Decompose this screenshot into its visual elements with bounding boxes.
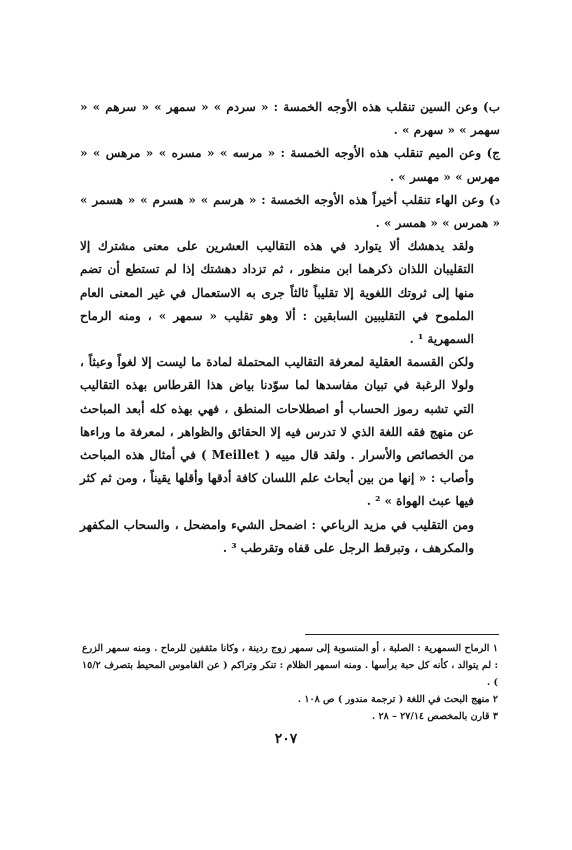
footnote-1: ١ الرماح السمهرية : الصلبة ، أو المنسوبة إلى سمهر زوج ردينة ، وكانا مثقفين للرماح . ومنه سمهر الزرع : لم يتوالد ، كأنه كل حبة برأسها . ومنه اسمهر الظلام : تنكر وتراكم ( عن القاموس المحيط بتصرف ١٥/٢ ) . (82, 643, 498, 688)
footnotes (82, 640, 498, 725)
footnote-3: ٣ قارن بالمخصص ٢٧/١٤ – ٢٨ . (371, 711, 498, 722)
footnote-divider (305, 634, 499, 635)
page-number: ٢٠٧ (274, 731, 298, 747)
paragraph-mim-variants: ج) وعن الميم تنقلب هذه الأوجه الخمسة : « مرسه » « مسره » « مرهس » « مهرس » « مهسر » . (80, 146, 500, 184)
paragraph-surprise: ولقد يدهشك ألا يتوارد في هذه التقاليب العشرين على معنى مشترك إلا التقليبان اللذان ذكرهما ابن منظور ، ثم تزداد دهشتك إذا لم تستطع أن تضم منها إلى ثروتك اللغوية إلا تقليباً ثالثاً جرى به الاستعمال في غير المعنى العام الملموح في التقليبين السابقين : ألا وهو تقليب « سمهر » ، ومنه الرماح السمهرية ¹ . (80, 239, 474, 347)
paragraph-rational-division: ولكن القسمة العقلية لمعرفة التقاليب المحتملة لمادة ما ليست إلا لغواً وعبثاً ، ولولا الرغبة في تبيان مفاسدها لما سوّدنا بياض هذا القرطاس بهذه التقاليب التي تشبه رموز الحساب أو اصطلاحات المنطق ، فهي بهذه كله أبعد المباحث عن منهج فقه اللغة الذي لا تدرس فيه إلا الحقائق والظواهر ، لمعرفة ما وراءها من الخصائص والأسرار . ولقد قال مييه ( Meillet ) في أمثال هذه المباحث وأصاب : « إنها من بين أبحاث علم اللسان كافة أدقها وأقلها يقيناً ، ومن ثم كثر فيها عبث الهواة » ² . (80, 355, 474, 509)
paragraph-ha-variants: د) وعن الهاء تنقلب أخيراً هذه الأوجه الخمسة : « هرسم » « هسرم » « هسمر » « همرس » « همسر » . (80, 192, 500, 231)
footnote-2: ٢ منهج البحث في اللغة ( ترجمة مندور ) ص ١٠٨ . (297, 694, 498, 705)
main-text (80, 96, 500, 560)
paragraph-quadrilateral: ومن التقليب في مزيد الرباعي : اضمحل الشيء وامضحل ، والسحاب المكفهر والمكرهف ، وتبرقط الرجل على قفاه وتقرطب ³ . (80, 517, 474, 555)
paragraph-sin-variants: ب) وعن السين تنقلب هذه الأوجه الخمسة : « سردم » « سمهر » « سرهم » « سهمر » « سهرم » . (80, 100, 500, 138)
